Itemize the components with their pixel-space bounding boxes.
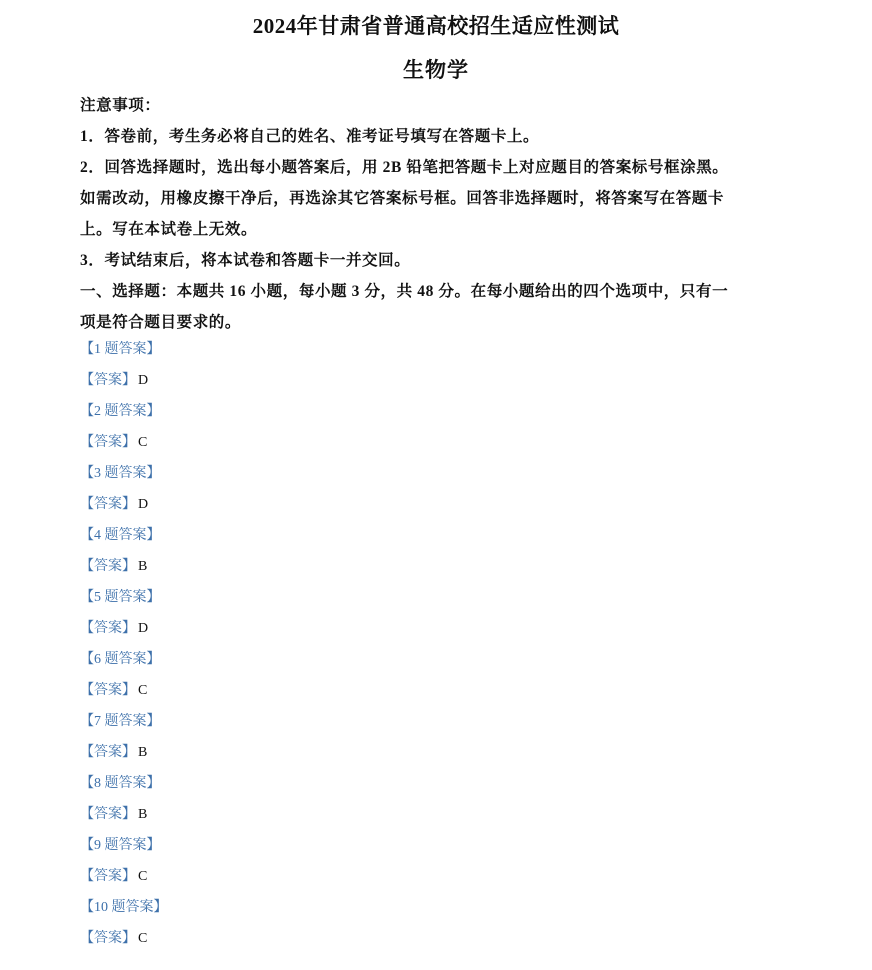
answer-list xyxy=(80,334,480,954)
notice-line-2-end: 上。写在本试卷上无效。 xyxy=(80,221,258,238)
answer-value: C xyxy=(138,683,148,698)
answer-label: 【答案】 xyxy=(80,683,136,698)
answer-value: D xyxy=(138,373,149,388)
answer-header-2: 【2 题答案】 xyxy=(80,404,161,419)
notice-line-2: 2．回答选择题时，选出每小题答案后，用 2B 铅笔把答题卡上对应题目的答案标号框涂黑。 xyxy=(80,159,729,176)
answer-header-6: 【6 题答案】 xyxy=(80,652,161,667)
answer-row-5 xyxy=(80,613,480,644)
notice-line-1: 1．答卷前，考生务必将自己的姓名、准考证号填写在答题卡上。 xyxy=(80,128,540,145)
answer-label: 【答案】 xyxy=(80,869,136,884)
answer-label: 【答案】 xyxy=(80,745,136,760)
notice-line-3: 3．考试结束后，将本试卷和答题卡一并交回。 xyxy=(80,252,411,269)
answer-header-9: 【9 题答案】 xyxy=(80,838,161,853)
subject-title: 生物学 xyxy=(403,58,469,82)
answer-row-2 xyxy=(80,427,480,458)
answer-header-5: 【5 题答案】 xyxy=(80,590,161,605)
instructions-block xyxy=(80,90,792,338)
section-heading-cont: 项是符合题目要求的。 xyxy=(80,314,242,331)
answer-value: B xyxy=(138,807,148,822)
notice-heading: 注意事项： xyxy=(80,97,161,114)
answer-row-8 xyxy=(80,799,480,830)
answer-header-7: 【7 题答案】 xyxy=(80,714,161,729)
answer-header-4: 【4 题答案】 xyxy=(80,528,161,543)
answer-header-3: 【3 题答案】 xyxy=(80,466,161,481)
answer-row-10 xyxy=(80,923,480,954)
answer-value: C xyxy=(138,931,148,946)
answer-row-9 xyxy=(80,861,480,892)
answer-row-6 xyxy=(80,675,480,706)
section-heading: 一、选择题：本题共 16 小题，每小题 3 分，共 48 分。在每小题给出的四个选项中，只有一 xyxy=(80,283,729,300)
answer-header-8: 【8 题答案】 xyxy=(80,776,161,791)
answer-header-10: 【10 题答案】 xyxy=(80,900,168,915)
answer-label: 【答案】 xyxy=(80,435,136,450)
answer-label: 【答案】 xyxy=(80,807,136,822)
answer-label: 【答案】 xyxy=(80,931,136,946)
answer-header-1: 【1 题答案】 xyxy=(80,342,161,357)
answer-value: B xyxy=(138,745,148,760)
answer-row-4 xyxy=(80,551,480,582)
answer-value: D xyxy=(138,497,149,512)
answer-label: 【答案】 xyxy=(80,559,136,574)
answer-value: C xyxy=(138,435,148,450)
notice-line-2-cont: 如需改动，用橡皮擦干净后，再选涂其它答案标号框。回答非选择题时，将答案写在答题卡 xyxy=(80,190,725,207)
answer-row-1 xyxy=(80,365,480,396)
answer-value: B xyxy=(138,559,148,574)
answer-label: 【答案】 xyxy=(80,373,136,388)
answer-label: 【答案】 xyxy=(80,497,136,512)
answer-label: 【答案】 xyxy=(80,621,136,636)
document-title: 2024年甘肃省普通高校招生适应性测试 xyxy=(252,14,620,38)
answer-value: C xyxy=(138,869,148,884)
answer-value: D xyxy=(138,621,149,636)
answer-row-7 xyxy=(80,737,480,768)
answer-row-3 xyxy=(80,489,480,520)
